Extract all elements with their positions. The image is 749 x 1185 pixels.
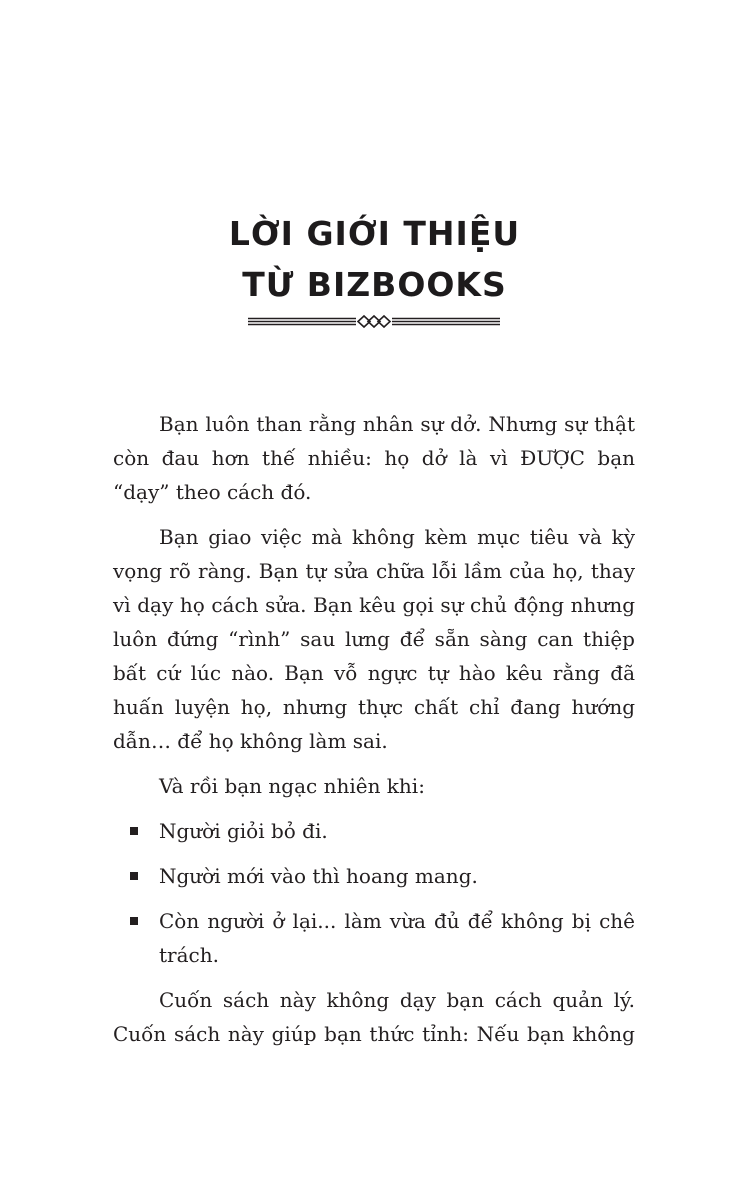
chapter-title-line-1: LỜI GIỚI THIỆU (228, 214, 521, 253)
chapter-title-line-2: TỪ BIZBOOKS (242, 265, 507, 304)
closing-paragraph: Cuốn sách này không dạy bạn cách quản lý. Cuốn sách này giúp bạn thức tỉnh: Nếu bạn không (113, 988, 635, 1046)
square-bullet-icon (130, 827, 138, 835)
paragraph-2: Bạn giao việc mà không kèm mục tiêu và kỳ vọng rõ ràng. Bạn tự sửa chữa lỗi lầm của họ, thay vì dạy họ cách sửa. Bạn kêu gọi sự chủ động nhưng luôn đứng “rình” sau lưng để sẵn sàng can thiệp bất cứ lúc nào. Bạn vỗ ngực tự hào kêu rằng đã huấn luyện họ, nhưng thực chất chỉ đang hướng dẫn… để họ không làm sai. (113, 525, 635, 753)
square-bullet-icon (130, 872, 138, 880)
bullet-item (113, 814, 635, 848)
bullet-item (113, 859, 635, 893)
bullet-text: Người giỏi bỏ đi. (159, 819, 328, 843)
bullet-text: Còn người ở lại... làm vừa đủ để không bị chê trách. (159, 909, 635, 967)
square-bullet-icon (130, 917, 138, 925)
bullet-item (113, 904, 635, 972)
paragraph-3: Và rồi bạn ngạc nhiên khi: (159, 774, 425, 798)
bullet-list (113, 814, 635, 972)
divider-ornament-icon (248, 313, 500, 331)
body-text (113, 407, 635, 1062)
bullet-text: Người mới vào thì hoang mang. (159, 864, 478, 888)
paragraph-1: Bạn luôn than rằng nhân sự dở. Nhưng sự thật còn đau hơn thế nhiều: họ dở là vì ĐƯỢC bạn “dạy” theo cách đó. (113, 412, 635, 504)
